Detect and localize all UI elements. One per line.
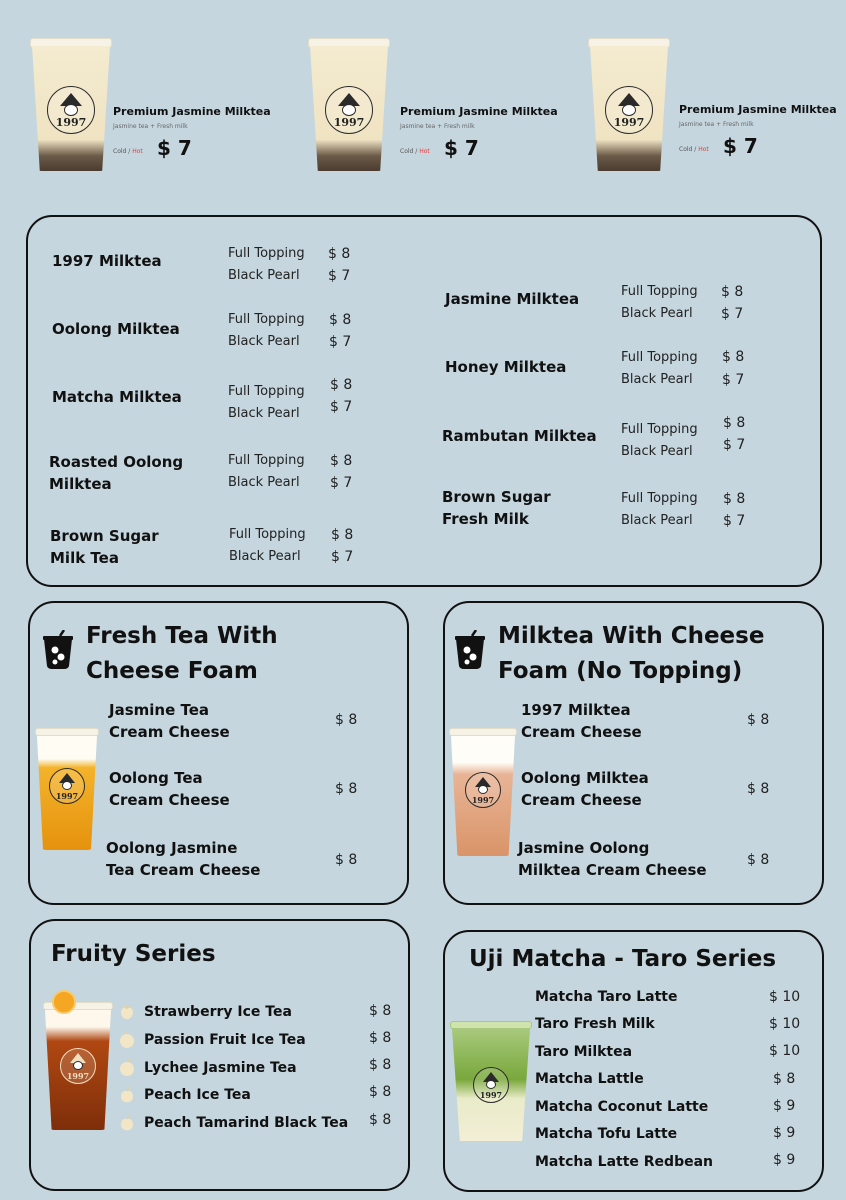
fruity-item-price: $ 8 (369, 1084, 392, 1100)
cheese-item-name: Cream Cheese (109, 723, 230, 741)
topping-price: $ 7 (723, 513, 746, 529)
topping-price: $ 7 (331, 549, 354, 565)
menu-item-name: Fresh Milk (442, 510, 529, 528)
cheese-item-name: Oolong Milktea (521, 769, 649, 787)
premium-cup-image (310, 38, 388, 171)
cheese-item-name: Cream Cheese (521, 723, 642, 741)
matcha-item-price: $ 9 (773, 1125, 796, 1141)
topping-price: $ 8 (328, 246, 351, 262)
drink-image (452, 1021, 530, 1141)
fruity-item-price: $ 8 (369, 1003, 392, 1019)
matcha-item-name: Matcha Tofu Latte (535, 1126, 678, 1142)
topping-price: $ 7 (721, 306, 744, 322)
premium-item-desc: Jasmine tea + Fresh milk (113, 123, 188, 130)
premium-item-options: Cold / Hot (400, 148, 430, 155)
premium-item-desc: Jasmine tea + Fresh milk (679, 121, 754, 128)
topping-price: $ 8 (329, 312, 352, 328)
topping-price: $ 7 (329, 334, 352, 350)
topping-option: Black Pearl (228, 406, 300, 421)
premium-item-price: $ 7 (444, 136, 479, 160)
matcha-item-name: Matcha Taro Latte (535, 989, 678, 1005)
topping-option: Full Topping (228, 246, 305, 261)
menu-item-name: Honey Milktea (445, 358, 567, 376)
section-title: Fresh Tea With (86, 623, 278, 649)
premium-item-options: Cold / Hot (113, 148, 143, 155)
cheese-item-name: Milktea Cream Cheese (518, 861, 707, 879)
matcha-item-name: Matcha Coconut Latte (535, 1099, 709, 1115)
topping-price: $ 7 (723, 437, 746, 453)
topping-option: Full Topping (229, 527, 306, 542)
cheese-item-name: Jasmine Tea (109, 701, 210, 719)
fruity-item-name: Lychee Jasmine Tea (144, 1060, 297, 1076)
cheese-item-price: $ 8 (747, 781, 770, 797)
premium-item-name: Premium Jasmine Milktea (400, 105, 558, 118)
topping-option: Black Pearl (228, 268, 300, 283)
cheese-item-price: $ 8 (335, 852, 358, 868)
menu-item-name: Rambutan Milktea (442, 427, 597, 445)
cheese-item-name: Jasmine Oolong (518, 839, 650, 857)
premium-item-name: Premium Jasmine Milktea (113, 105, 271, 118)
brand-logo: 1997 (47, 86, 95, 134)
matcha-item-price: $ 10 (769, 1016, 801, 1032)
topping-price: $ 8 (331, 527, 354, 543)
brand-logo: 1997 (325, 86, 373, 134)
section-title: Foam (No Topping) (498, 658, 743, 684)
fruity-item-price: $ 8 (369, 1112, 392, 1128)
matcha-item-name: Matcha Lattle (535, 1071, 644, 1087)
topping-price: $ 8 (723, 415, 746, 431)
matcha-item-name: Taro Milktea (535, 1044, 633, 1060)
topping-option: Black Pearl (229, 549, 301, 564)
drink-image (37, 728, 97, 850)
cheese-item-name: Oolong Jasmine (106, 839, 238, 857)
iced-drink-icon (454, 630, 486, 670)
premium-cup-image (32, 38, 110, 171)
topping-price: $ 7 (328, 268, 351, 284)
cheese-item-name: 1997 Milktea (521, 701, 631, 719)
premium-item-price: $ 7 (723, 134, 758, 158)
peach-icon (118, 1114, 136, 1132)
drink-image (45, 1002, 111, 1130)
topping-price: $ 7 (330, 475, 353, 491)
menu-item-name: 1997 Milktea (52, 252, 162, 270)
cheese-item-price: $ 8 (747, 712, 770, 728)
topping-price: $ 7 (330, 399, 353, 415)
brand-logo: 1997 (60, 1048, 96, 1084)
topping-option: Full Topping (621, 350, 698, 365)
menu-item-name: Milktea (49, 475, 112, 493)
topping-price: $ 8 (330, 453, 353, 469)
premium-item-price: $ 7 (157, 136, 192, 160)
fruity-item-name: Peach Ice Tea (144, 1087, 251, 1103)
iced-drink-icon (42, 630, 74, 670)
matcha-item-name: Matcha Latte Redbean (535, 1154, 714, 1170)
brand-logo: 1997 (473, 1067, 509, 1103)
section-title: Cheese Foam (86, 658, 258, 684)
matcha-item-price: $ 8 (773, 1071, 796, 1087)
cheese-item-price: $ 8 (335, 712, 358, 728)
brand-logo: 1997 (49, 768, 85, 804)
topping-option: Black Pearl (621, 306, 693, 321)
menu-item-name: Brown Sugar (442, 488, 551, 506)
menu-item-name: Brown Sugar (50, 527, 159, 545)
topping-option: Full Topping (228, 384, 305, 399)
menu-item-name: Jasmine Milktea (445, 290, 580, 308)
section-title: Fruity Series (51, 941, 216, 967)
cheese-item-name: Tea Cream Cheese (106, 861, 261, 879)
topping-price: $ 8 (722, 349, 745, 365)
cheese-item-name: Cream Cheese (109, 791, 230, 809)
fruity-item-name: Passion Fruit Ice Tea (144, 1032, 306, 1048)
orange-slice (52, 990, 76, 1014)
topping-option: Full Topping (621, 422, 698, 437)
premium-item-desc: Jasmine tea + Fresh milk (400, 123, 475, 130)
cheese-item-name: Cream Cheese (521, 791, 642, 809)
brand-logo: 1997 (465, 772, 501, 808)
matcha-item-price: $ 10 (769, 989, 801, 1005)
topping-price: $ 8 (330, 377, 353, 393)
drink-image (451, 728, 515, 856)
topping-option: Black Pearl (228, 334, 300, 349)
matcha-item-price: $ 9 (773, 1098, 796, 1114)
cheese-item-price: $ 8 (747, 852, 770, 868)
matcha-item-price: $ 9 (773, 1152, 796, 1168)
menu-item-name: Oolong Milktea (52, 320, 180, 338)
matcha-item-name: Taro Fresh Milk (535, 1016, 655, 1032)
section-title: Milktea With Cheese (498, 623, 765, 649)
cheese-item-price: $ 8 (335, 781, 358, 797)
fruity-item-name: Peach Tamarind Black Tea (144, 1115, 349, 1131)
matcha-item-price: $ 10 (769, 1043, 801, 1059)
fruity-item-price: $ 8 (369, 1030, 392, 1046)
menu-item-name: Milk Tea (50, 549, 119, 567)
premium-cup-image (590, 38, 668, 171)
premium-item-name: Premium Jasmine Milktea (679, 103, 837, 116)
strawberry-icon (118, 1003, 136, 1021)
topping-option: Full Topping (621, 284, 698, 299)
topping-option: Black Pearl (228, 475, 300, 490)
topping-option: Black Pearl (621, 372, 693, 387)
fruity-item-name: Strawberry Ice Tea (144, 1004, 292, 1020)
topping-price: $ 8 (721, 284, 744, 300)
topping-option: Full Topping (621, 491, 698, 506)
lychee-icon (118, 1059, 136, 1077)
brand-logo: 1997 (605, 86, 653, 134)
menu-item-name: Matcha Milktea (52, 388, 182, 406)
topping-price: $ 8 (723, 491, 746, 507)
topping-option: Black Pearl (621, 513, 693, 528)
topping-option: Full Topping (228, 312, 305, 327)
premium-item-options: Cold / Hot (679, 146, 709, 153)
peach-icon (118, 1086, 136, 1104)
topping-option: Full Topping (228, 453, 305, 468)
fruity-item-price: $ 8 (369, 1057, 392, 1073)
cheese-item-name: Oolong Tea (109, 769, 203, 787)
menu-item-name: Roasted Oolong (49, 453, 184, 471)
passion-fruit-icon (118, 1031, 136, 1049)
topping-option: Black Pearl (621, 444, 693, 459)
section-title: Uji Matcha - Taro Series (469, 946, 777, 972)
topping-price: $ 7 (722, 372, 745, 388)
